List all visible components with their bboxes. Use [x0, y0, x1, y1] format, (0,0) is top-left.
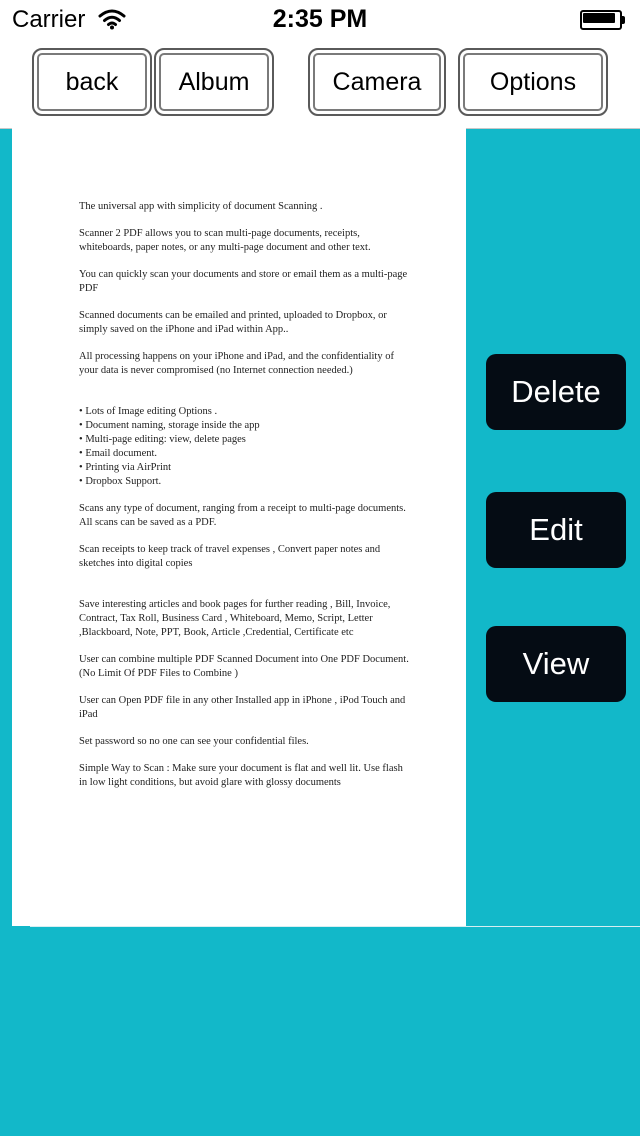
doc-para-open: User can Open PDF file in any other Installed app in iPhone , iPod Touch and iPad: [79, 695, 406, 720]
doc-para-combine: User can combine multiple PDF Scanned Document into One PDF Document. (No Limit Of PDF Files to Combine ): [79, 654, 409, 679]
document-text: [79, 200, 409, 803]
edit-button[interactable]: Edit: [486, 492, 626, 568]
content-divider: [30, 926, 640, 927]
album-button[interactable]: Album: [154, 48, 274, 116]
status-time: 2:35 PM: [272, 5, 368, 33]
doc-feature-item: • Printing via AirPrint: [79, 461, 409, 475]
top-toolbar: [0, 40, 640, 129]
doc-feature-item: • Multi-page editing: view, delete pages: [79, 433, 409, 447]
doc-para-any: Scans any type of document, ranging from a receipt to multi-page documents. All scans can be saved as a PDF.: [79, 503, 406, 528]
doc-feature-item: • Email document.: [79, 447, 409, 461]
doc-para-password: Set password so no one can see your confidential files.: [79, 736, 309, 747]
doc-para-quick: You can quickly scan your documents and store or email them as a multi-page PDF: [79, 269, 408, 294]
doc-para-email: Scanned documents can be emailed and printed, uploaded to Dropbox, or simply saved on the iPhone and iPad within App..: [79, 310, 387, 335]
battery-icon: [580, 10, 624, 30]
doc-feature-item: • Dropbox Support.: [79, 475, 409, 489]
doc-para-simple: Simple Way to Scan : Make sure your document is flat and well lit. Use flash in low light conditions, but avoid glare with glossy documents: [79, 763, 403, 788]
options-button[interactable]: Options: [458, 48, 608, 116]
document-preview[interactable]: [12, 128, 466, 926]
doc-feature-item: • Document naming, storage inside the app: [79, 419, 409, 433]
status-bar: [0, 0, 640, 40]
doc-para-receipts: Scan receipts to keep track of travel expenses , Convert paper notes and sketches into digital copies: [79, 544, 381, 569]
doc-para-articles: Save interesting articles and book pages for further reading , Bill, Invoice, Contract, Tax Roll, Business Card , Whiteboard, Memo, Script, Letter ,Blackboard, Note, PPT, Book, Article ,Credential, Certificate etc: [79, 599, 391, 638]
view-button[interactable]: View: [486, 626, 626, 702]
delete-button[interactable]: Delete: [486, 354, 626, 430]
doc-intro: The universal app with simplicity of document Scanning .: [79, 201, 323, 212]
camera-button[interactable]: Camera: [308, 48, 446, 116]
back-button[interactable]: back: [32, 48, 152, 116]
doc-para-scan: Scanner 2 PDF allows you to scan multi-page documents, receipts, whiteboards, paper notes, or any multi-page document and other text.: [79, 228, 371, 253]
carrier-label: Carrier: [12, 6, 86, 33]
doc-feature-list: [79, 405, 409, 489]
doc-feature-item: • Lots of Image editing Options .: [79, 405, 409, 419]
doc-para-processing: All processing happens on your iPhone and iPad, and the confidentiality of your data is never compromised (no Internet connection needed.): [79, 351, 394, 376]
